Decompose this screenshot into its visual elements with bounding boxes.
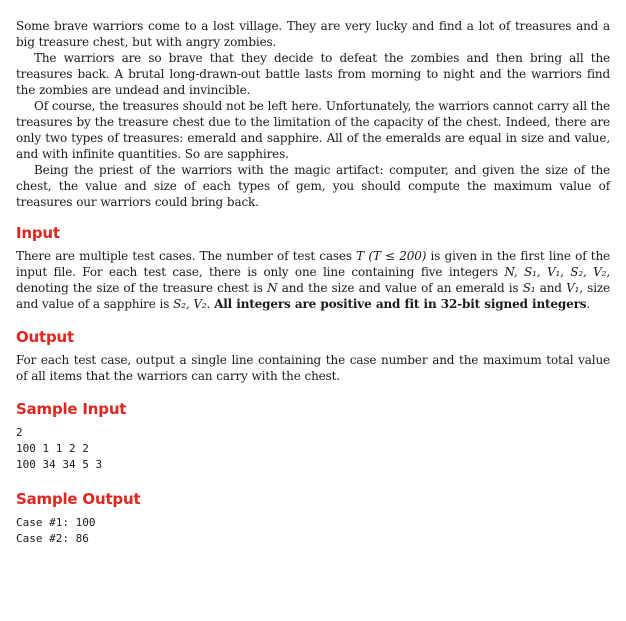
sample-input-line: 2 bbox=[16, 426, 23, 439]
sample-output-line: Case #1: 100 bbox=[16, 516, 96, 529]
output-description: For each test case, output a single line containing the case number and the maximum total value of all items that the warriors can carry with the chest. bbox=[16, 353, 610, 383]
sample-output-block bbox=[16, 515, 610, 547]
sample-input-heading: Sample Input bbox=[16, 400, 127, 418]
input-math-s1: S₁ bbox=[522, 281, 536, 295]
input-description bbox=[16, 248, 610, 312]
input-text-7: . bbox=[206, 297, 215, 311]
input-text-1: There are multiple test cases. The number of test cases bbox=[16, 249, 357, 263]
input-math-s2v2: S₂, V₂ bbox=[173, 297, 207, 311]
description-paragraph-2: The warriors are so brave that they decide to defeat the zombies and then bring all the treasures back. A brutal long-drawn-out battle lasts from morning to night and the warriors find the zombies are undead and invincible. bbox=[16, 51, 610, 97]
problem-statement bbox=[16, 18, 610, 547]
input-text-5: and bbox=[535, 281, 567, 295]
description-paragraph-1: Some brave warriors come to a lost village. They are very lucky and find a lot of treasures and a big treasure chest, but with angry zombies. bbox=[16, 19, 610, 49]
description-paragraph-4: Being the priest of the warriors with the magic artifact: computer, and given the size of the chest, the value and size of each types of gem, you should compute the maximum value of treasures our warriors could bring back. bbox=[16, 163, 610, 209]
input-math-n: N bbox=[267, 281, 278, 295]
sample-output-line: Case #2: 86 bbox=[16, 532, 89, 545]
sample-input-line: 100 34 34 5 3 bbox=[16, 458, 103, 471]
input-text-3: , denoting the size of the treasure chest is bbox=[16, 265, 610, 295]
input-math-v1: V₁ bbox=[566, 281, 580, 295]
input-text-4: and the size and value of an emerald is bbox=[277, 281, 523, 295]
input-heading: Input bbox=[16, 224, 60, 242]
input-bold-constraint: All integers are positive and fit in 32-bit signed integers bbox=[214, 297, 587, 311]
input-math-vars: N, S₁, V₁, S₂, V₂ bbox=[504, 265, 607, 279]
input-math-limit: T (T ≤ 200) bbox=[356, 249, 427, 263]
description-section bbox=[16, 18, 610, 210]
input-text-8: . bbox=[586, 297, 591, 311]
input-text-6: , size and value of a sapphire is bbox=[16, 281, 611, 311]
sample-output-heading: Sample Output bbox=[16, 490, 141, 508]
sample-input-line: 100 1 1 2 2 bbox=[16, 442, 89, 455]
sample-input-block bbox=[16, 425, 610, 473]
output-heading: Output bbox=[16, 328, 74, 346]
description-paragraph-3: Of course, the treasures should not be left here. Unfortunately, the warriors cannot carry all the treasures by the treasure chest due to the limitation of the capacity of the chest. Indeed, there are only two types of treasures: emerald and sapphire. All of the emeralds are equal in size and value, and with infinite quantities. So are sapphires. bbox=[16, 99, 610, 161]
input-text-2: is given in the first line of the input file. For each test case, there is only one line containing five integers bbox=[16, 249, 611, 279]
